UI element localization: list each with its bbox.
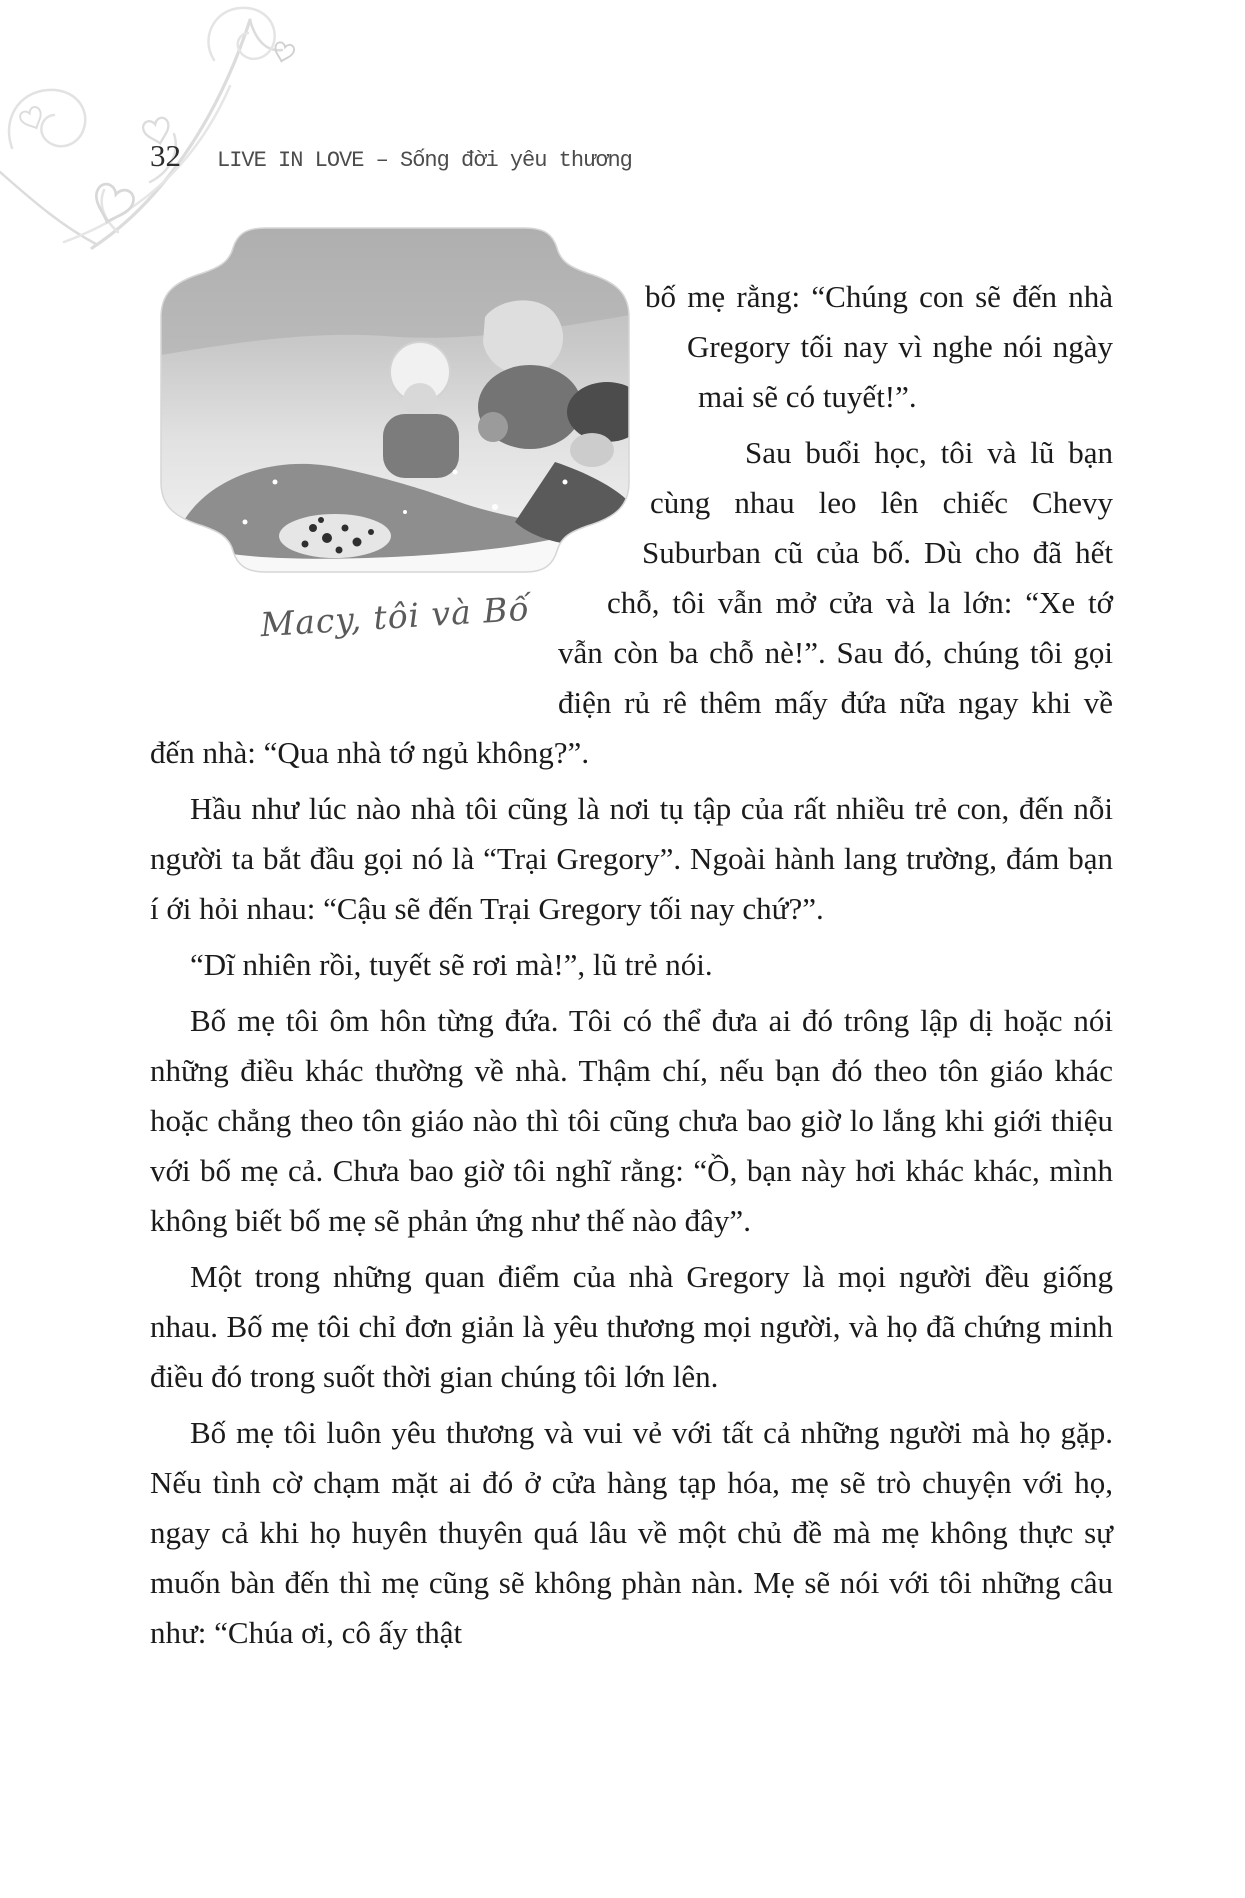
paragraph: Bố mẹ tôi luôn yêu thương và vui vẻ với tất cả những người mà họ gặp. Nếu tình cờ chạm mặt ai đó ở cửa hàng tạp hóa, mẹ sẽ trò chuyện với họ, ngay cả khi họ huyên thuyên quá lâu về một chủ đề mà mẹ không thực sự muốn bàn đến thì mẹ cũng sẽ không phàn nàn. Mẹ sẽ nói với tôi những câu như: “Chúa ơi, cô ấy thật [150, 1415, 1113, 1650]
photo-caption: Macy, tôi và Bố [259, 588, 531, 645]
paragraph: “Dĩ nhiên rồi, tuyết sẽ rơi mà!”, lũ trẻ nói. [190, 947, 713, 982]
page-number: 32 [150, 138, 181, 173]
family-snow-photo [155, 222, 635, 578]
running-header [150, 138, 632, 174]
book-title: LIVE IN LOVE – Sống đời yêu thương [217, 148, 632, 173]
paragraph: Bố mẹ tôi ôm hôn từng đứa. Tôi có thể đưa ai đó trông lập dị hoặc nói những điều khác thường về nhà. Thậm chí, nếu bạn đó theo tôn giáo khác hoặc chẳng theo tôn giáo nào thì tôi cũng chưa bao giờ lo lắng khi giới thiệu với bố mẹ cả. Chưa bao giờ tôi nghĩ rằng: “Ồ, bạn này hơi khác khác, mình không biết bố mẹ sẽ phản ứng như thế nào đây”. [150, 1003, 1113, 1238]
floral-swirl-ornament [0, 0, 310, 252]
paragraph: Một trong những quan điểm của nhà Gregory là mọi người đều giống nhau. Bố mẹ tôi chỉ đơn giản là yêu thương mọi người, và họ đã chứng minh điều đó trong suốt thời gian chúng tôi lớn lên. [150, 1259, 1113, 1394]
paragraph: Hầu như lúc nào nhà tôi cũng là nơi tụ tập của rất nhiều trẻ con, đến nỗi người ta bắt đầu gọi nó là “Trại Gregory”. Ngoài hành lang trường, đám bạn í ới hỏi nhau: “Cậu sẽ đến Trại Gregory tối nay chứ?”. [150, 791, 1113, 926]
paragraph: bố mẹ rằng: “Chúng con sẽ đến nhà Gregory tối nay vì nghe nói ngày mai sẽ có tuyết!”. [645, 279, 1113, 414]
paragraph: Sau buổi học, tôi và lũ bạn cùng nhau leo lên chiếc Chevy Suburban cũ của bố. Dù cho đã hết chỗ, tôi vẫn mở cửa và la lớn: “Xe tớ vẫn còn ba chỗ nè!”. Sau đó, chúng tôi gọi điện rủ rê thêm mấy đứa nữa ngay khi về đến nhà: “Qua nhà tớ ngủ không?”. [150, 435, 1113, 770]
body-text [150, 222, 1113, 1664]
